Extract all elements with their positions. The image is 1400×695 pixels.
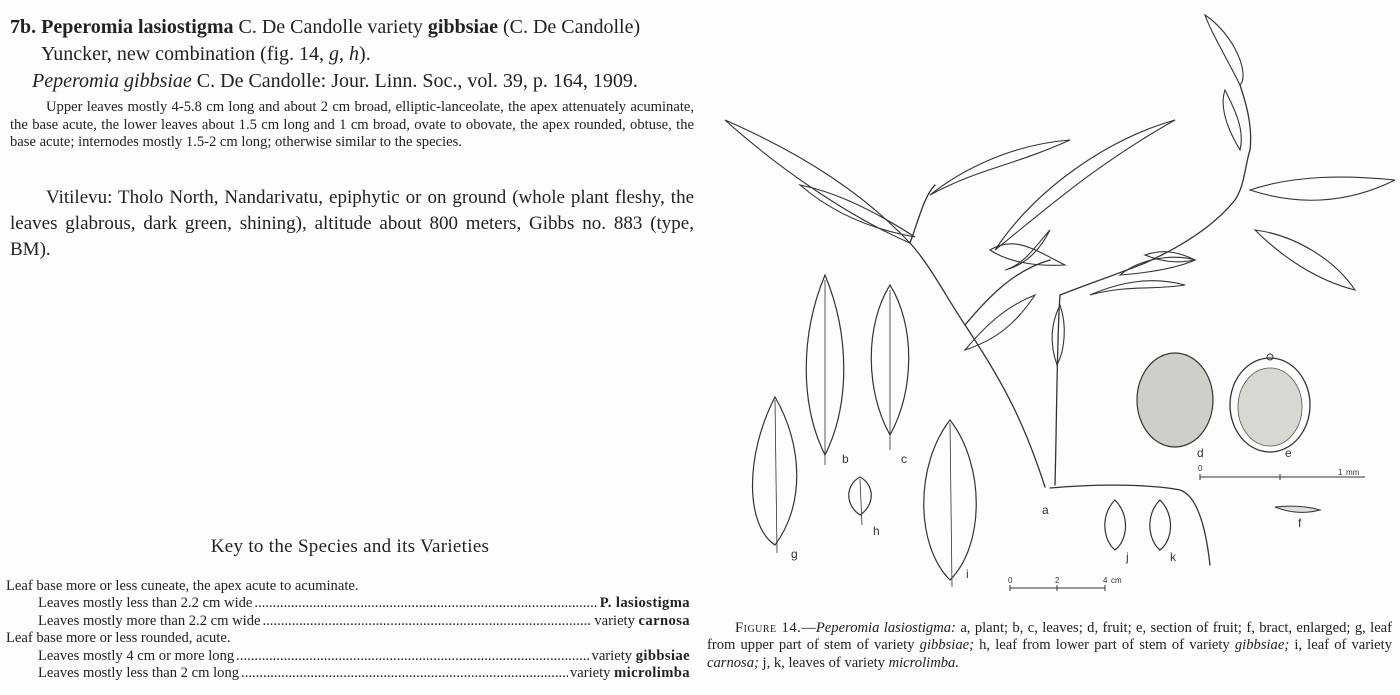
leader-dots [263, 613, 593, 630]
caption-variety: gibbsiae; [1234, 637, 1290, 654]
key-row-text: Leaves mostly more than 2.2 cm wide [38, 612, 261, 629]
key-row [6, 595, 690, 612]
key-row-text: Leaves mostly less than 2 cm long [38, 665, 240, 682]
synonym-line [10, 68, 700, 95]
label-h: h [873, 524, 880, 538]
key-row [6, 665, 690, 682]
scale-cm-0: 0 [1008, 576, 1013, 585]
key-row-text: Leaf base more or less cuneate, the apex acute to acuminate. [6, 578, 359, 594]
key-result-name: gibbsiae [635, 647, 690, 664]
key-result-name: P. lasiostigma [599, 595, 690, 612]
caption-text: i, leaf of variety [1289, 637, 1393, 654]
fig-ref-h: h [349, 43, 360, 65]
stem-main [910, 243, 1045, 487]
label-k: k [1170, 550, 1176, 564]
variety-name: gibbsiae [427, 16, 498, 38]
caption-dash: — [801, 620, 816, 636]
scale-cm-4: 4 [1103, 576, 1108, 585]
label-g: g [791, 547, 798, 561]
key-result-prefix: variety [591, 647, 636, 664]
caption-label: Figure 14. [735, 620, 802, 636]
label-a: a [1042, 503, 1049, 517]
key-result-prefix: variety [569, 665, 615, 682]
scale-mm-1: 1 [1338, 468, 1343, 477]
key-row [6, 630, 690, 647]
scale-cm-2: 2 [1055, 576, 1060, 585]
leaf [800, 185, 915, 237]
label-f: f [1298, 516, 1302, 530]
caption-text: j, k, leaves of variety [758, 654, 889, 671]
key-result-name: microlimba [614, 665, 690, 682]
leaf [725, 120, 910, 243]
label-d: d [1197, 446, 1204, 460]
key-result [594, 613, 690, 630]
fig-ref-sep: , [339, 43, 350, 65]
label-e: e [1285, 446, 1292, 460]
leaf [1223, 90, 1241, 150]
caption-variety: microlimba. [888, 654, 959, 671]
species-key [6, 578, 690, 682]
key-result [592, 648, 690, 665]
key-row [6, 648, 690, 665]
species-name: Peperomia lasiostigma [41, 16, 234, 38]
leaf [1255, 230, 1355, 290]
key-row-text: Leaves mostly less than 2.2 cm wide [38, 595, 253, 612]
scale-mm-unit: mm [1346, 468, 1360, 477]
label-b: b [842, 452, 849, 466]
caption-variety: carnosa; [707, 654, 759, 671]
caption-species: Peperomia lasiostigma: [815, 620, 956, 636]
botanical-illustration [705, 5, 1395, 610]
key-result [600, 595, 690, 612]
entry-heading [10, 14, 700, 95]
stem-runner [1050, 485, 1210, 565]
author-2: (C. De Candolle) [497, 16, 641, 38]
scale-mm-0: 0 [1198, 464, 1203, 473]
key-result-name: carnosa [638, 612, 690, 629]
heading-line-2 [10, 41, 700, 68]
fig-ref-end: ). [359, 43, 371, 65]
combination-text: Yuncker, new combination (fig. 14, [41, 43, 330, 65]
key-title: Key to the Species and its Varieties [210, 536, 490, 557]
caption-text: a, plant; b, c, leaves; d, fruit; e, section of fruit; f, bract, enlarged; g, leaf from upper part of stem of variety [707, 620, 1393, 654]
fig-ref-g: g [329, 43, 340, 65]
key-row-text: Leaves mostly 4 cm or more long [38, 647, 235, 664]
caption-text: h, leaf from lower part of stem of variety [973, 637, 1235, 654]
author-1: C. De Candolle variety [233, 16, 428, 38]
entry-code: 7b. [10, 16, 37, 38]
leaf-k [1150, 500, 1171, 550]
key-row [6, 613, 690, 630]
leaf [1090, 281, 1185, 295]
leaf [990, 244, 1065, 266]
leaf [1205, 15, 1243, 85]
scale-cm-unit: cm [1111, 576, 1122, 585]
caption-variety: gibbsiae; [919, 637, 974, 654]
leaf [1250, 177, 1395, 200]
description-paragraph: Upper leaves mostly 4-5.8 cm long and about 2 cm broad, elliptic-lanceolate, the apex attenuately acuminate, the base acute, the lower leaves about 1.5 cm long and 1 cm broad, ovate to obovate, the apex rounded, obtuse, the base acute; internodes mostly 1.5-2 cm long; otherwise similar to the species. [10, 99, 694, 150]
label-j: j [1126, 550, 1129, 564]
key-result-prefix: variety [594, 612, 639, 629]
leaf [1120, 257, 1195, 275]
leaf-j [1105, 500, 1126, 550]
leader-dots [254, 595, 597, 612]
specimen-paragraph: Vitilevu: Tholo North, Nandarivatu, epiphytic or on ground (whole plant fleshy, the leaves glabrous, dark green, shining), altitude about 800 meters, Gibbs no. 883 (type, BM). [10, 187, 694, 260]
key-result [570, 665, 690, 682]
synonym-name: Peperomia gibbsiae [32, 70, 192, 92]
figure-caption [707, 620, 1392, 672]
leader-dots [241, 665, 568, 682]
leaf-g [753, 397, 797, 545]
label-i: i [966, 567, 969, 581]
key-row [6, 578, 690, 595]
key-row-text: Leaf base more or less rounded, acute. [6, 630, 231, 647]
leader-dots [236, 648, 589, 665]
heading-line-1 [10, 14, 700, 41]
synonym-citation: C. De Candolle: Jour. Linn. Soc., vol. 39, p. 164, 1909. [191, 70, 638, 92]
leaf [995, 120, 1175, 250]
label-c: c [901, 452, 907, 466]
bract-f [1275, 506, 1320, 512]
fruit-d [1137, 353, 1213, 447]
leaf [930, 140, 1070, 195]
